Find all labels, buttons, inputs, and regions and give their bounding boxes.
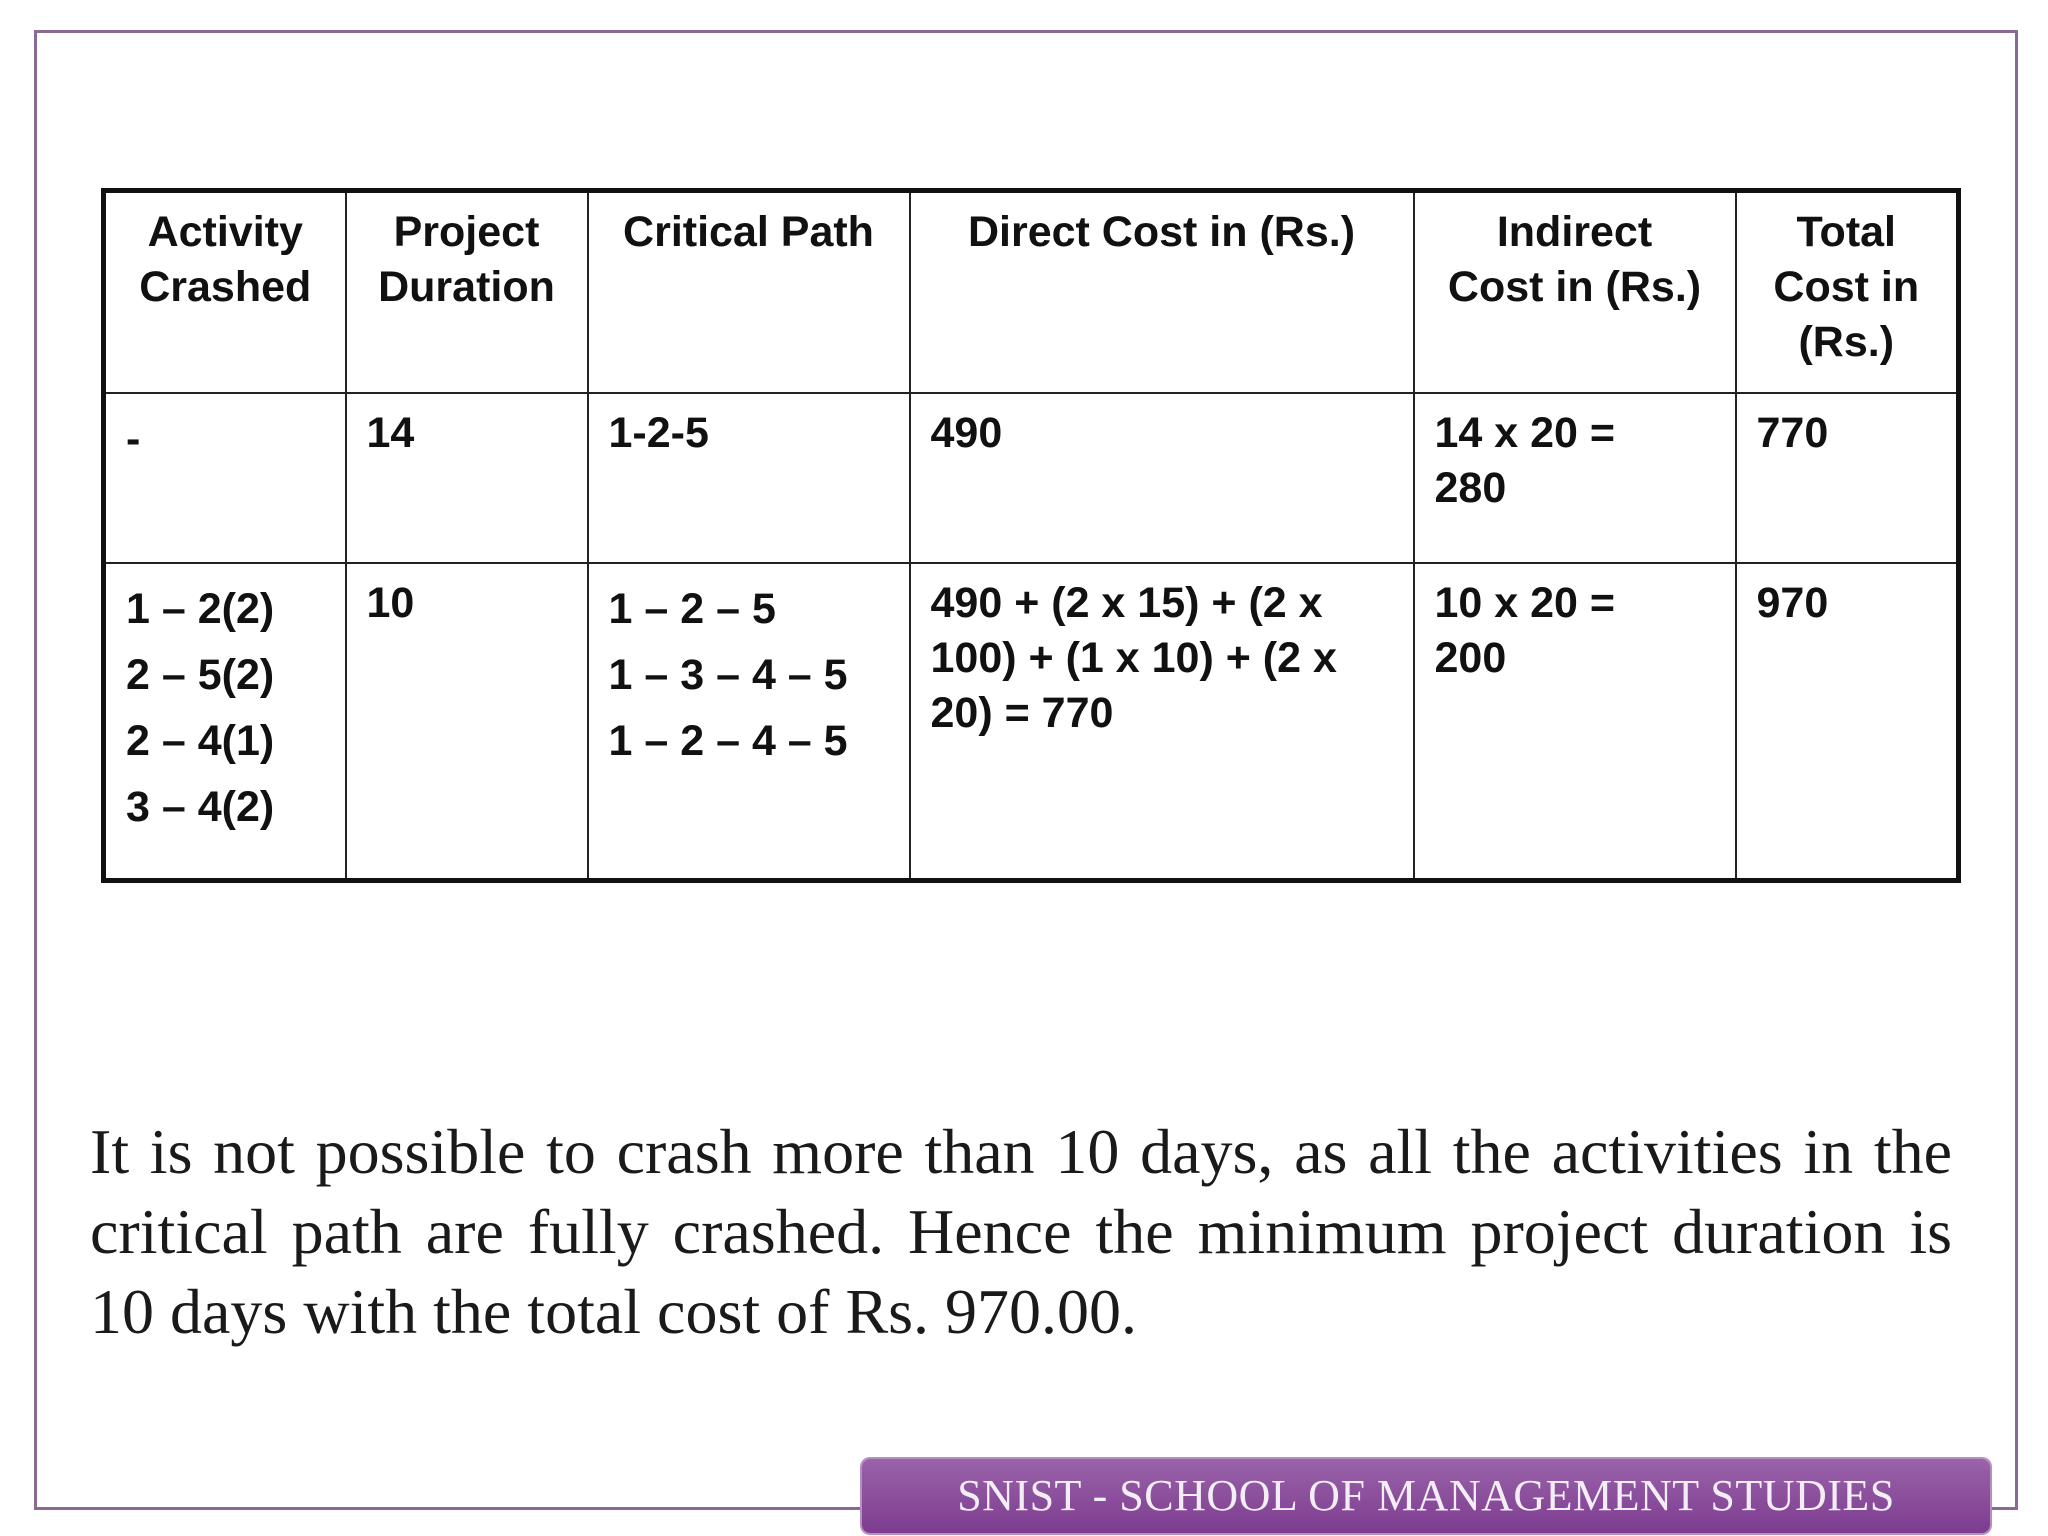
cell-critical-path: 1-2-5	[588, 393, 910, 563]
header-project-duration: Project Duration	[346, 191, 588, 393]
cell-indirect-cost: 10 x 20 = 200	[1414, 563, 1736, 881]
cell-critical-path	[588, 563, 910, 881]
cell-direct-cost: 490	[910, 393, 1414, 563]
footer-banner	[862, 1459, 1990, 1533]
cell-indirect-cost: 14 x 20 = 280	[1414, 393, 1736, 563]
path-line: 1 – 2 – 4 – 5	[608, 716, 848, 765]
table-row	[104, 393, 1959, 563]
header-critical-path: Critical Path	[588, 191, 910, 393]
crashing-cost-table	[101, 188, 1961, 883]
cell-direct-cost: 490 + (2 x 15) + (2 x 100) + (1 x 10) + (2 x 20) = 770	[910, 563, 1414, 881]
cell-activity	[104, 393, 346, 563]
activity-line: 2 – 4(1)	[126, 716, 275, 765]
header-direct-cost: Direct Cost in (Rs.)	[910, 191, 1414, 393]
footer-label: SNIST - SCHOOL OF MANAGEMENT STUDIES	[957, 1471, 1895, 1520]
activity-line: 1 – 2(2)	[126, 584, 275, 633]
table-row	[104, 563, 1959, 881]
header-indirect-cost: Indirect Cost in (Rs.)	[1414, 191, 1736, 393]
conclusion-paragraph: It is not possible to crash more than 10 days, as all the activities in the critical path are fully crashed. Hence the minimum project duration is 10 days with the total cost of Rs. 970.00.	[90, 1116, 1952, 1347]
table-header-row	[104, 191, 1959, 393]
activity-line: 2 – 5(2)	[126, 650, 275, 699]
cell-total-cost: 770	[1736, 393, 1959, 563]
path-line: 1 – 2 – 5	[608, 584, 776, 633]
cell-total-cost: 970	[1736, 563, 1959, 881]
cell-duration: 10	[346, 563, 588, 881]
cell-activity	[104, 563, 346, 881]
header-activity-crashed: Activity Crashed	[104, 191, 346, 393]
activity-line: 3 – 4(2)	[126, 782, 275, 831]
activity-line: -	[126, 414, 141, 463]
cell-duration: 14	[346, 393, 588, 563]
header-total-cost: Total Cost in (Rs.)	[1736, 191, 1959, 393]
path-line: 1 – 3 – 4 – 5	[608, 650, 848, 699]
